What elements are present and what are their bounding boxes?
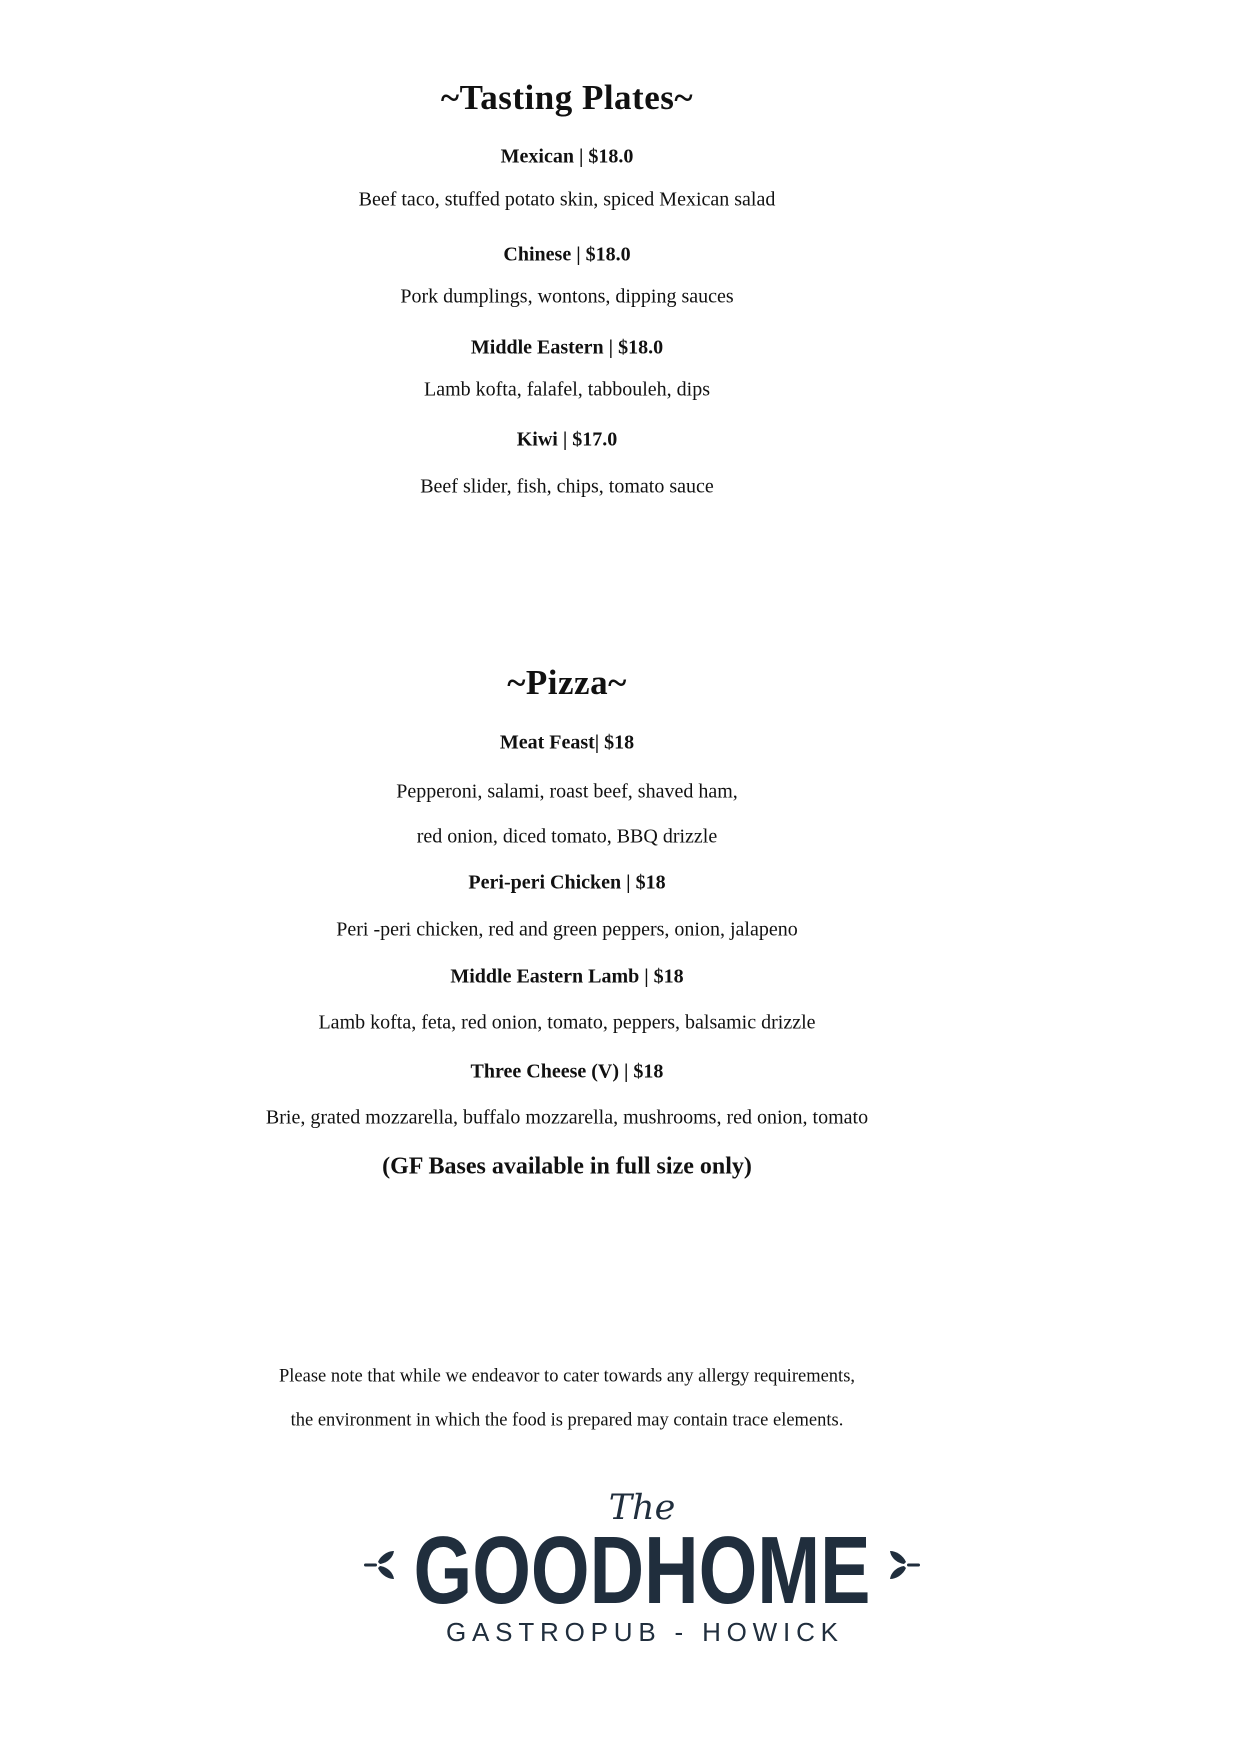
menu-item-description: red onion, diced tomato, BBQ drizzle: [416, 825, 718, 848]
menu-item-description: Beef taco, stuffed potato skin, spiced Mexican salad: [358, 188, 776, 211]
gf-bases-note: (GF Bases available in full size only): [382, 1153, 752, 1180]
logo-wordmark: GOODHOME: [413, 1517, 871, 1624]
menu-item-name-middle-eastern: Middle Eastern | $18.0: [470, 336, 664, 359]
allergy-note-line-1: Please note that while we endeavor to cater towards any allergy requirements,: [278, 1366, 856, 1387]
menu-item-name-kiwi: Kiwi | $17.0: [516, 428, 618, 451]
menu-item-description: Beef slider, fish, chips, tomato sauce: [420, 475, 714, 498]
menu-item-description: Lamb kofta, falafel, tabbouleh, dips: [423, 378, 710, 401]
logo-the-script: The: [608, 1488, 676, 1528]
section-title-pizza: ~Pizza~: [507, 663, 627, 702]
menu-item-description: Brie, grated mozzarella, buffalo mozzarella, mushrooms, red onion, tomato: [265, 1106, 869, 1129]
goodhome-logo: [342, 1481, 942, 1656]
menu-item-name-three-cheese: Three Cheese (V) | $18: [470, 1060, 664, 1083]
logo-tagline: GASTROPUB - HOWICK: [446, 1617, 838, 1647]
menu-item-name-mexican: Mexican | $18.0: [500, 145, 634, 168]
allergy-note-line-2: the environment in which the food is prepared may contain trace elements.: [290, 1410, 844, 1431]
menu-item-name-meat-feast: Meat Feast| $18: [499, 731, 635, 754]
menu-item-description: Lamb kofta, feta, red onion, tomato, peppers, balsamic drizzle: [318, 1011, 816, 1034]
menu-item-name-peri-peri-chicken: Peri-peri Chicken | $18: [468, 871, 666, 894]
sprig-left-icon: [364, 1551, 394, 1579]
sprig-right-icon: [890, 1551, 920, 1579]
menu-item-description: Pepperoni, salami, roast beef, shaved ham,: [396, 780, 738, 803]
menu-item-name-middle-eastern-lamb: Middle Eastern Lamb | $18: [450, 965, 684, 988]
menu-item-name-chinese: Chinese | $18.0: [503, 243, 631, 266]
menu-item-description: Pork dumplings, wontons, dipping sauces: [400, 285, 734, 308]
section-title-tasting-plates: ~Tasting Plates~: [440, 78, 694, 117]
menu-item-description: Peri -peri chicken, red and green peppers, onion, jalapeno: [336, 918, 798, 941]
